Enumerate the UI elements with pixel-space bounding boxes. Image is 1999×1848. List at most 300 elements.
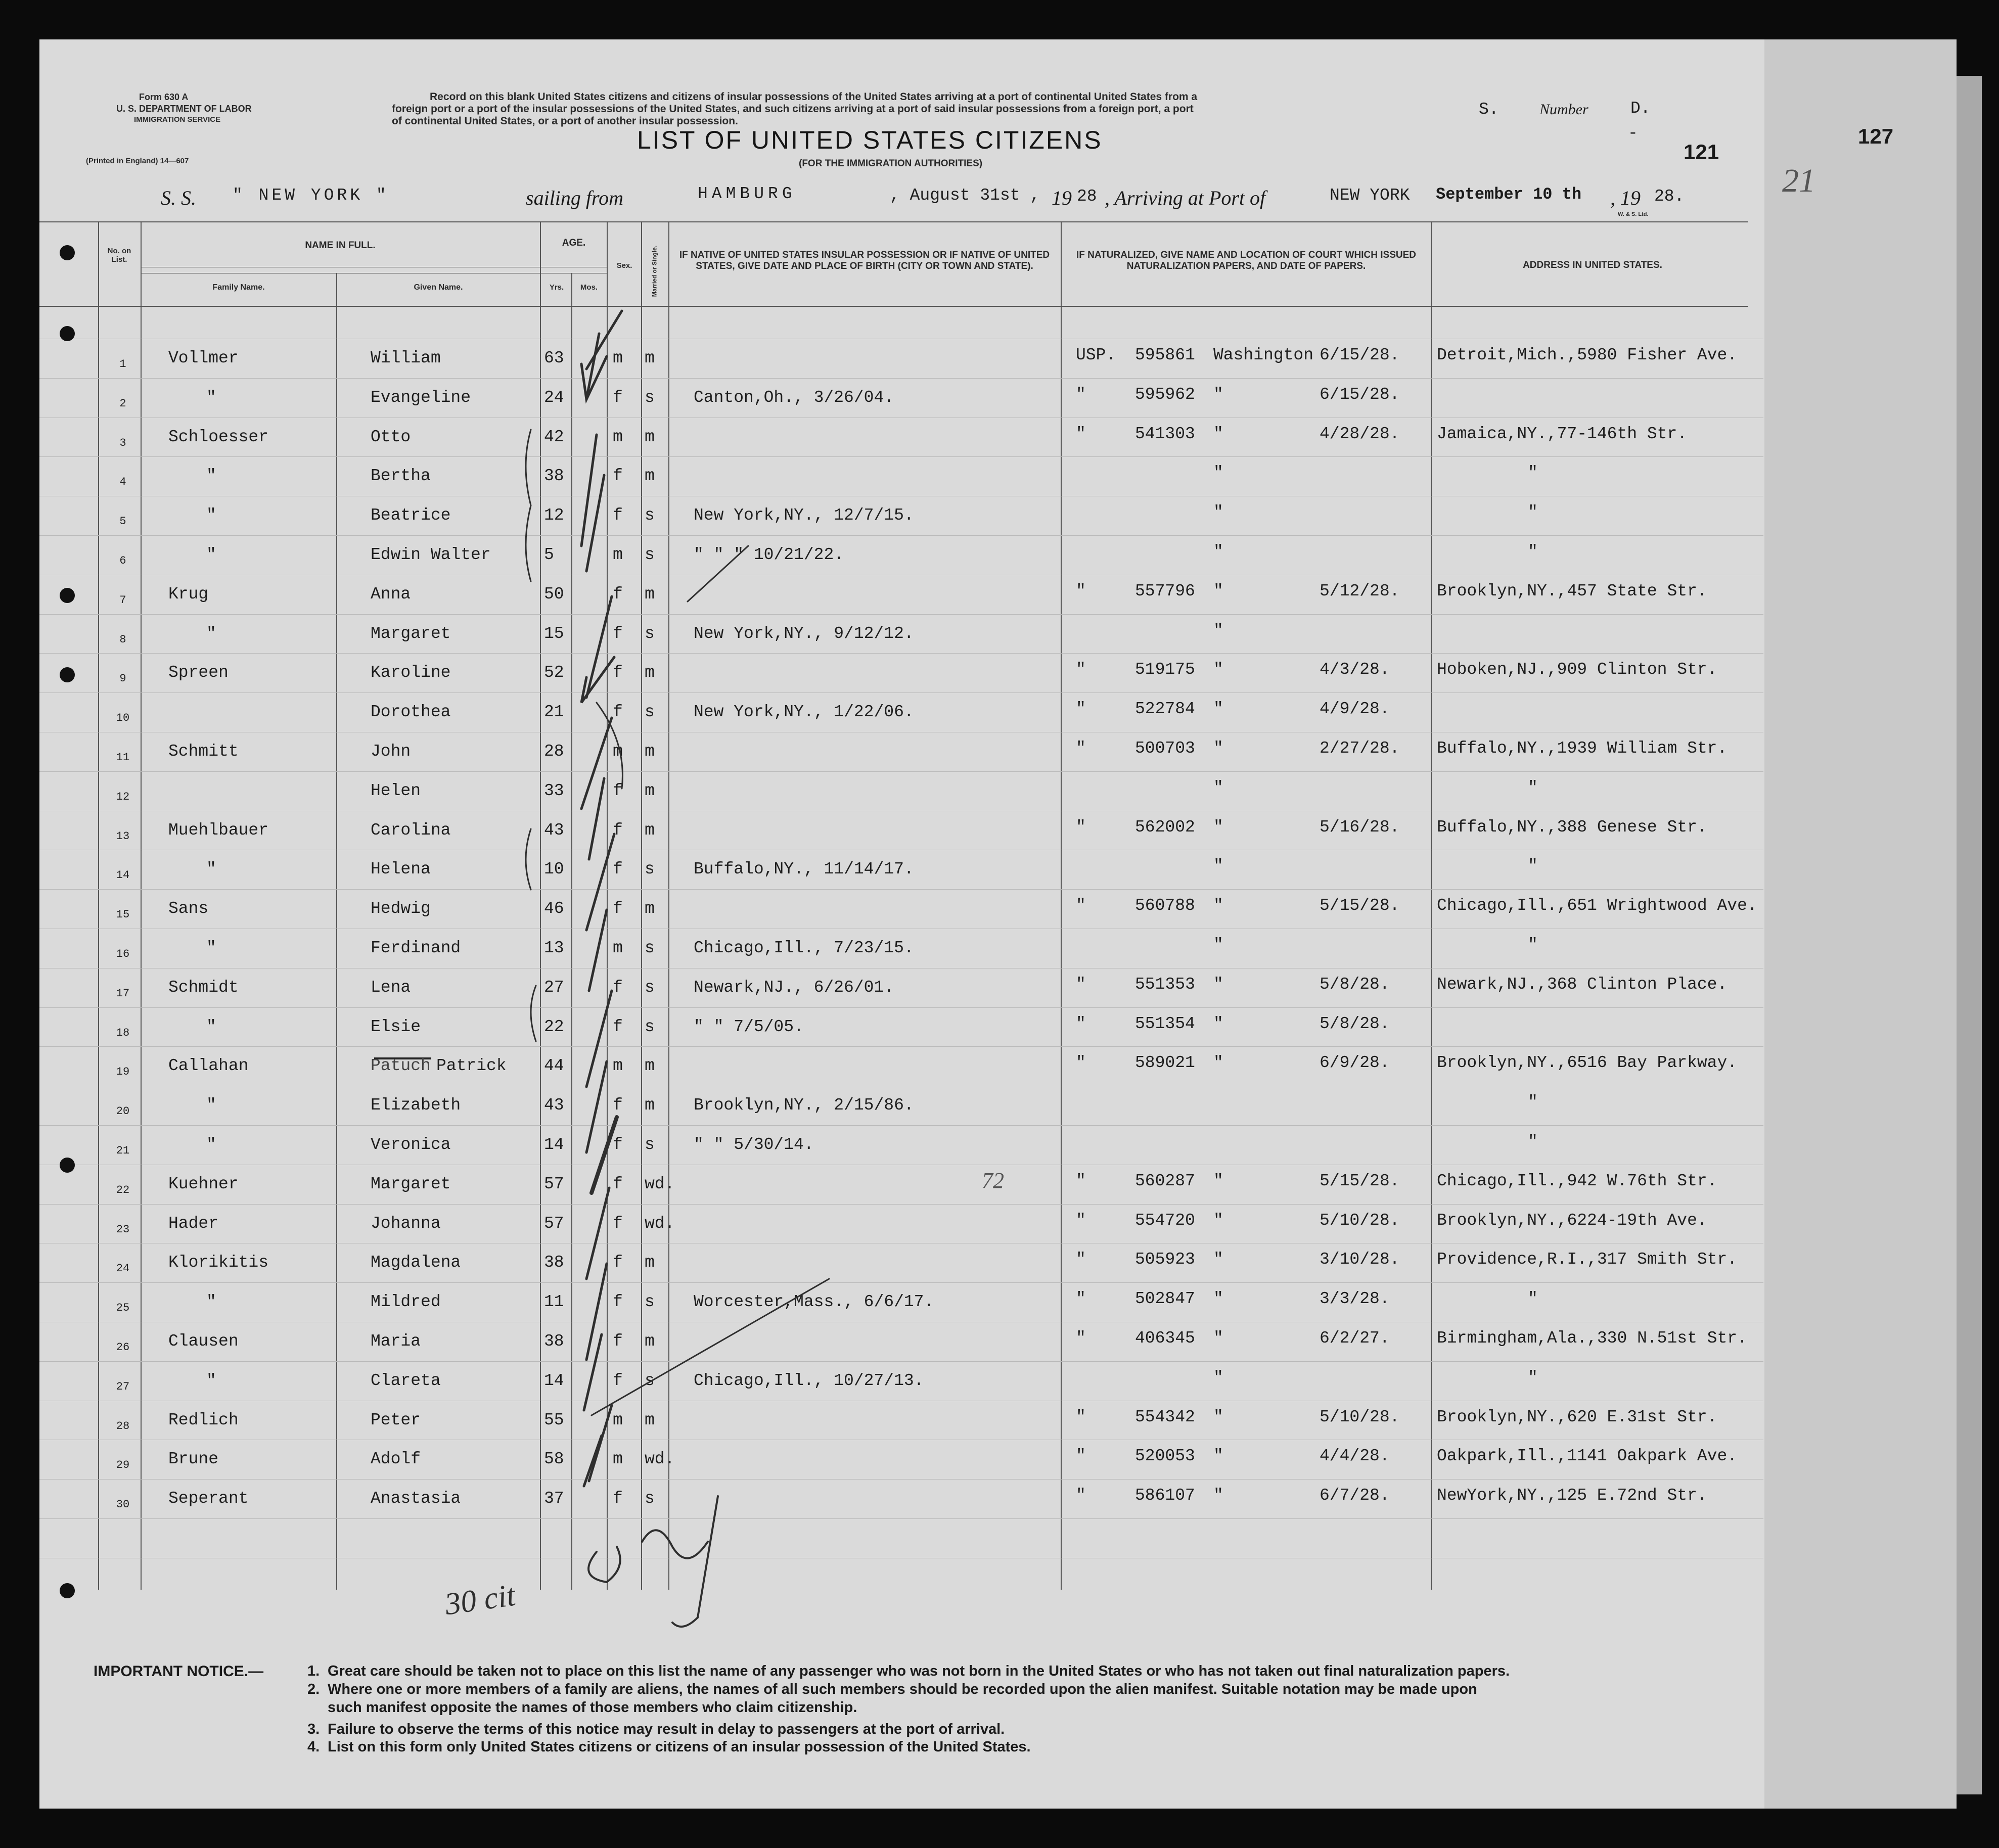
marital-status-cell: m [645,1410,655,1429]
sex-cell: f [613,1253,623,1272]
given-name-cell: Anna [371,584,411,604]
age-cell: 63 [544,349,564,367]
naturalization-court-cell: " [1213,1289,1223,1309]
marital-status-cell: m [645,820,655,840]
naturalization-prefix-cell: " [1076,581,1086,600]
age-cell: 38 [544,467,564,486]
naturalization-date-cell: 6/7/28. [1320,1486,1390,1505]
notice-1-number: 1. [307,1663,320,1679]
family-name-cell: " [206,1292,216,1312]
naturalization-number-cell: 519175 [1135,660,1195,679]
signature-mark [642,1530,708,1558]
naturalization-date-cell: 3/10/28. [1320,1250,1400,1269]
birth-place-date-cell: Worcester,Mass., 6/6/17. [694,1292,934,1312]
naturalization-number-cell: 589021 [1135,1053,1195,1073]
sex-cell: f [613,467,623,486]
naturalization-court-cell: " [1213,896,1223,915]
number-label: Number [1539,101,1588,118]
naturalization-court-cell: " [1213,1486,1223,1505]
naturalization-court-cell: " [1213,542,1223,561]
given-name-cell: John [371,742,411,761]
header-mos: Mos. [580,283,598,292]
family-name-cell: Klorikitis [168,1253,269,1272]
header-no: No. on List. [107,247,131,264]
address-cell: Brooklyn,NY.,620 E.31st Str. [1437,1407,1717,1426]
naturalization-date-cell: 2/27/28. [1320,739,1400,758]
row-number: 6 [119,555,126,567]
address-cell: Birmingham,Ala.,330 N.51st Str. [1437,1329,1747,1348]
address-cell: Detroit,Mich.,5980 Fisher Ave. [1437,346,1738,364]
naturalization-date-cell: 4/3/28. [1320,660,1390,679]
pen-stroke [592,1279,829,1415]
printer-mark: W. & S. Ltd. [1618,211,1649,217]
family-name-cell: Schmitt [168,742,239,761]
check-mark [584,1334,602,1410]
birth-place-date-cell: Chicago,Ill., 10/27/13. [694,1371,924,1390]
naturalization-prefix-cell: " [1076,1329,1086,1348]
naturalization-date-cell: 5/8/28. [1320,1014,1390,1033]
marital-status-cell: wd. [645,1214,675,1233]
given-name-cell: Veronica [371,1135,451,1154]
check-mark [581,657,614,703]
naturalization-date-cell: 5/12/28. [1320,581,1400,600]
naturalization-prefix-cell: " [1076,1447,1086,1466]
number-value: D. [1630,99,1651,118]
naturalization-number-cell: 554342 [1135,1407,1195,1426]
naturalization-prefix-cell: " [1076,1211,1086,1230]
address-cell: " [1528,542,1538,561]
family-name-cell: Redlich [168,1410,239,1429]
sex-cell: f [613,1214,623,1233]
given-name-cell: Lena [371,978,411,997]
given-name-cell: Beatrice [371,506,451,525]
page-number-121: 121 [1684,140,1719,164]
naturalization-court-cell: " [1213,621,1223,640]
address-cell: " [1528,936,1538,954]
address-cell: " [1528,503,1538,522]
notice-3: Failure to observe the terms of this notice may result in delay to passengers at the port of arrival. [328,1721,1005,1737]
marital-status-cell: wd. [645,1174,675,1193]
naturalization-prefix-cell: " [1076,424,1086,443]
bracket-mark [526,430,531,581]
family-name-cell: " [206,506,216,525]
age-cell: 15 [544,624,564,643]
naturalization-prefix-cell: " [1076,739,1086,758]
family-name-cell: " [206,1017,216,1036]
check-mark [581,718,612,809]
form-dept: U. S. DEPARTMENT OF LABOR [116,104,252,114]
naturalization-prefix-cell: " [1076,817,1086,837]
family-name-cell: " [206,624,216,643]
naturalization-court-cell: " [1213,1211,1223,1230]
naturalization-court-cell: " [1213,660,1223,679]
sex-cell: f [613,1292,623,1312]
age-cell: 11 [544,1292,564,1312]
address-cell: Chicago,Ill.,651 Wrightwood Ave. [1437,896,1757,915]
sex-cell: f [613,624,623,643]
address-cell: " [1528,1368,1538,1387]
check-mark [589,910,607,991]
row-number: 19 [116,1066,130,1079]
marital-status-cell: m [645,467,655,486]
sex-cell: f [613,1371,623,1390]
naturalization-prefix-cell: " [1076,1407,1086,1426]
naturalization-court-cell: " [1213,778,1223,797]
naturalization-court-cell: " [1213,1407,1223,1426]
marital-status-cell: s [645,1371,655,1390]
row-number: 8 [119,633,126,646]
handwritten-tally: 30 cit [442,1578,518,1622]
naturalization-number-cell: 505923 [1135,1250,1195,1269]
naturalization-number-cell: 560287 [1135,1171,1195,1190]
age-cell: 57 [544,1174,564,1193]
pen-stroke [597,703,622,789]
sex-cell: f [613,820,623,840]
address-cell: NewYork,NY.,125 E.72nd Str. [1437,1486,1707,1505]
naturalization-prefix-cell: " [1076,1289,1086,1309]
given-name-cell: Helena [371,860,431,879]
naturalization-prefix-cell: " [1076,1250,1086,1269]
header-age: AGE. [562,238,586,248]
age-cell: 43 [544,1096,564,1115]
given-name-cell: Ferdinand [371,939,461,957]
row-number: 28 [116,1419,130,1433]
arriving-label: , Arriving at Port of [1105,187,1266,209]
address-cell: Newark,NJ.,368 Clinton Place. [1437,975,1728,994]
age-cell: 14 [544,1371,564,1390]
arrive-year: 28. [1654,187,1685,206]
form-instruction-2: foreign port or a port of the insular possessions of the United States, and such citizens arriving at a port of said insular possessions from a foreign port, a port [392,103,1194,115]
age-cell: 13 [544,939,564,957]
row-number: 21 [116,1144,130,1157]
row-number: 20 [116,1105,130,1118]
given-name-cell: Margaret [371,624,451,643]
birth-place-date-cell: " " 7/5/05. [694,1017,804,1036]
marital-status-cell: m [645,663,655,682]
ss-label: S. S. [161,187,196,209]
family-name-cell: " [206,860,216,879]
naturalization-prefix-cell: USP. [1076,346,1116,364]
depart-year: 28 [1077,187,1097,206]
arrive-year-prefix: , 19 [1610,187,1641,209]
naturalization-court-cell: " [1213,1447,1223,1466]
age-cell: 33 [544,781,564,800]
naturalization-prefix-cell: " [1076,896,1086,915]
family-name-cell: Callahan [168,1056,249,1076]
header-married-single: Married or Single. [651,245,658,297]
page-title: LIST OF UNITED STATES CITIZENS [637,126,1103,154]
naturalization-date-cell: 5/15/28. [1320,896,1400,915]
naturalization-prefix-cell: " [1076,700,1086,719]
marital-status-cell: m [645,742,655,761]
family-name-cell: " [206,388,216,407]
row-number: 5 [119,515,126,528]
naturalization-number-cell: 595861 [1135,346,1195,364]
row-number: 24 [116,1262,130,1275]
struck-given-name: Patuch [371,1056,431,1075]
from-port: HAMBURG [698,184,796,203]
naturalization-number-cell: 586107 [1135,1486,1195,1505]
family-name-cell: " [206,467,216,486]
given-name-cell: Mildred [371,1292,441,1312]
sex-cell: m [613,1450,623,1469]
form-instruction-3: of continental United States, or a port of another insular possession. [392,115,738,127]
given-name-cell: Karoline [371,663,451,682]
marital-status-cell: m [645,427,655,446]
given-name-cell: Edwin Walter [371,545,491,564]
given-name-cell: Hedwig [371,899,431,918]
address-cell: " [1528,1289,1538,1309]
age-cell: 44 [544,1056,564,1076]
marital-status-cell: s [645,388,655,407]
notice-1: Great care should be taken not to place on this list the name of any passenger who was not born in the United States or who has not taken out final naturalization papers. [328,1663,1510,1679]
check-mark [589,778,604,859]
age-cell: 12 [544,506,564,525]
header-address: ADDRESS IN UNITED STATES. [1523,260,1662,270]
birth-place-date-cell: Canton,Oh., 3/26/04. [694,388,894,407]
given-name-cell: Elsie [371,1017,421,1036]
age-cell: 28 [544,742,564,761]
age-cell: 55 [544,1410,564,1429]
address-cell: Brooklyn,NY.,457 State Str. [1437,581,1707,600]
age-cell: 37 [544,1489,564,1508]
address-cell: Chicago,Ill.,942 W.76th Str. [1437,1171,1717,1190]
age-cell: 50 [544,584,564,604]
row-number: 27 [116,1380,130,1393]
depart-year-prefix: 19 [1052,187,1072,209]
check-mark [586,1264,607,1360]
naturalization-date-cell: 4/28/28. [1320,424,1400,443]
family-name-cell: Seperant [168,1489,249,1508]
family-name-cell: Kuehner [168,1174,239,1193]
sex-cell: f [613,506,623,525]
bracket-mark [531,986,536,1041]
address-cell: " [1528,857,1538,876]
given-name-cell: Peter [371,1410,421,1429]
row-number: 10 [116,712,130,725]
marital-status-cell: s [645,1135,655,1154]
naturalization-date-cell: 5/10/28. [1320,1211,1400,1230]
naturalization-court-cell: " [1213,503,1223,522]
naturalization-date-cell: 5/8/28. [1320,975,1390,994]
row-number: 7 [119,593,126,607]
naturalization-number-cell: 562002 [1135,817,1195,837]
ship-name: " NEW YORK " [233,186,389,205]
marital-status-cell: m [645,1056,655,1076]
sex-cell: m [613,545,623,564]
sex-cell: f [613,1135,623,1154]
naturalization-date-cell: 5/16/28. [1320,817,1400,837]
signature-mark [588,1547,620,1582]
naturalization-number-cell: 502847 [1135,1289,1195,1309]
margin-note: 21 [1782,162,1815,199]
age-cell: 42 [544,427,564,446]
family-name-cell: Spreen [168,663,229,682]
page-subtitle: (FOR THE IMMIGRATION AUTHORITIES) [799,158,983,169]
naturalization-number-cell: 541303 [1135,424,1195,443]
sex-cell: m [613,742,623,761]
naturalization-prefix-cell: " [1076,660,1086,679]
address-cell: Brooklyn,NY.,6516 Bay Parkway. [1437,1053,1738,1073]
birth-place-date-cell: New York,NY., 12/7/15. [694,506,914,525]
naturalization-prefix-cell: " [1076,385,1086,404]
given-name-cell: Helen [371,781,421,800]
naturalization-number-cell: 560788 [1135,896,1195,915]
marital-status-cell: s [645,545,655,564]
naturalization-date-cell: 6/9/28. [1320,1053,1390,1073]
age-cell: 52 [544,663,564,682]
notice-label: IMPORTANT NOTICE.— [94,1663,264,1680]
depart-date: , August 31st , [890,186,1040,205]
sex-cell: f [613,703,623,722]
address-cell: Hoboken,NJ.,909 Clinton Str. [1437,660,1717,679]
naturalization-date-cell: 6/15/28. [1320,346,1400,364]
address-cell: Buffalo,NY.,1939 William Str. [1437,739,1728,758]
address-cell: Providence,R.I.,317 Smith Str. [1437,1250,1738,1269]
naturalization-prefix-cell: " [1076,1053,1086,1073]
given-name-cell: Elizabeth [371,1096,461,1115]
family-name-cell: Brune [168,1450,219,1469]
family-name-cell: " [206,1371,216,1390]
family-name-cell: " [206,939,216,957]
marital-status-cell: s [645,624,655,643]
margin-note-72: 72 [982,1168,1004,1193]
naturalization-number-cell: 551354 [1135,1014,1195,1033]
age-cell: 43 [544,820,564,840]
given-name-cell: Johanna [371,1214,441,1233]
marital-status-cell: s [645,1292,655,1312]
address-cell: Brooklyn,NY.,6224-19th Ave. [1437,1211,1707,1230]
naturalization-number-cell: 551353 [1135,975,1195,994]
sex-cell: m [613,427,623,446]
age-cell: 58 [544,1450,564,1469]
given-name-cell: Evangeline [371,388,471,407]
age-cell: 46 [544,899,564,918]
naturalization-court-cell: " [1213,700,1223,719]
naturalization-prefix-cell: " [1076,1014,1086,1033]
naturalization-number-cell: 406345 [1135,1329,1195,1348]
age-cell: 38 [544,1332,564,1351]
marital-status-cell: m [645,1253,655,1272]
given-name-cell: Clareta [371,1371,441,1390]
row-number: 2 [119,397,126,410]
naturalization-court-cell: " [1213,975,1223,994]
notice-2a: Where one or more members of a family are aliens, the names of all such members should be recorded upon the alien manifest. Suitable notation may be made upon [328,1681,1477,1697]
sex-cell: f [613,388,623,407]
row-number: 22 [116,1183,130,1196]
given-name-cell: William [371,349,441,367]
marital-status-cell: s [645,939,655,957]
naturalization-court-cell: " [1213,1014,1223,1033]
sex-cell: f [613,899,623,918]
naturalization-number-cell: 595962 [1135,385,1195,404]
header-given: Given Name. [414,283,463,292]
naturalization-court-cell: " [1213,739,1223,758]
birth-place-date-cell: Buffalo,NY., 11/14/17. [694,860,914,879]
row-number: 11 [116,751,130,764]
marital-status-cell: m [645,349,655,367]
given-name-cell: Magdalena [371,1253,461,1272]
check-mark [586,991,612,1087]
notice-2b: such manifest opposite the names of those members who claim citizenship. [328,1699,857,1716]
row-number: 18 [116,1026,130,1039]
family-name-cell: Schloesser [168,427,269,446]
naturalization-number-cell: 500703 [1135,739,1195,758]
family-name-cell: Muehlbauer [168,820,269,840]
number-dash: - [1628,124,1638,143]
naturalization-date-cell: 3/3/28. [1320,1289,1390,1309]
bracket-mark [526,829,531,890]
marital-status-cell: s [645,506,655,525]
age-cell: 5 [544,545,554,564]
birth-place-date-cell: " " 5/30/14. [694,1135,814,1154]
sex-cell: f [613,1489,623,1508]
address-cell: " [1528,778,1538,797]
age-cell: 57 [544,1214,564,1233]
row-number: 16 [116,948,130,960]
form-printed: (Printed in England) 14—607 [86,157,189,165]
row-number: 14 [116,869,130,882]
naturalization-court-cell: " [1213,1053,1223,1073]
naturalization-court-cell: " [1213,581,1223,600]
birth-place-date-cell: Newark,NJ., 6/26/01. [694,978,894,997]
family-name-cell: Krug [168,584,209,604]
row-number: 12 [116,790,130,803]
sex-cell: m [613,1056,623,1076]
marital-status-cell: m [645,899,655,918]
check-mark [584,1436,602,1486]
naturalization-court-cell: " [1213,385,1223,404]
age-cell: 27 [544,978,564,997]
naturalization-number-cell: 557796 [1135,581,1195,600]
naturalization-date-cell: 6/15/28. [1320,385,1400,404]
family-name-cell: Sans [168,899,209,918]
marital-status-cell: m [645,584,655,604]
row-number: 9 [119,672,126,685]
naturalization-court-cell: " [1213,424,1223,443]
notice-3-number: 3. [307,1721,320,1737]
address-cell: Jamaica,NY.,77-146th Str. [1437,424,1688,443]
row-number: 26 [116,1341,130,1354]
age-cell: 22 [544,1017,564,1036]
row-number: 25 [116,1302,130,1315]
marital-status-cell: m [645,1096,655,1115]
sex-cell: f [613,1017,623,1036]
naturalization-prefix-cell: " [1076,1486,1086,1505]
row-number: 30 [116,1498,130,1511]
s-label: S. [1479,100,1499,119]
sex-cell: f [613,978,623,997]
naturalization-date-cell: 4/4/28. [1320,1447,1390,1466]
family-name-cell: Hader [168,1214,219,1233]
given-name-cell: Otto [371,427,411,446]
check-mark [586,596,612,698]
naturalization-date-cell: 6/2/27. [1320,1329,1390,1348]
address-cell: Oakpark,Ill.,1141 Oakpark Ave. [1437,1447,1738,1466]
sex-cell: m [613,349,623,367]
age-cell: 14 [544,1135,564,1154]
age-cell: 10 [544,860,564,879]
sailing-label: sailing from [526,187,623,209]
pen-stroke [688,546,748,602]
family-name-cell: " [206,1096,216,1115]
given-name-cell: Margaret [371,1174,451,1193]
address-cell: Buffalo,NY.,388 Genese Str. [1437,817,1707,837]
form-service: IMMIGRATION SERVICE [134,115,221,124]
birth-place-date-cell: New York,NY., 9/12/12. [694,624,914,643]
sex-cell: f [613,1096,623,1115]
marital-status-cell: m [645,781,655,800]
